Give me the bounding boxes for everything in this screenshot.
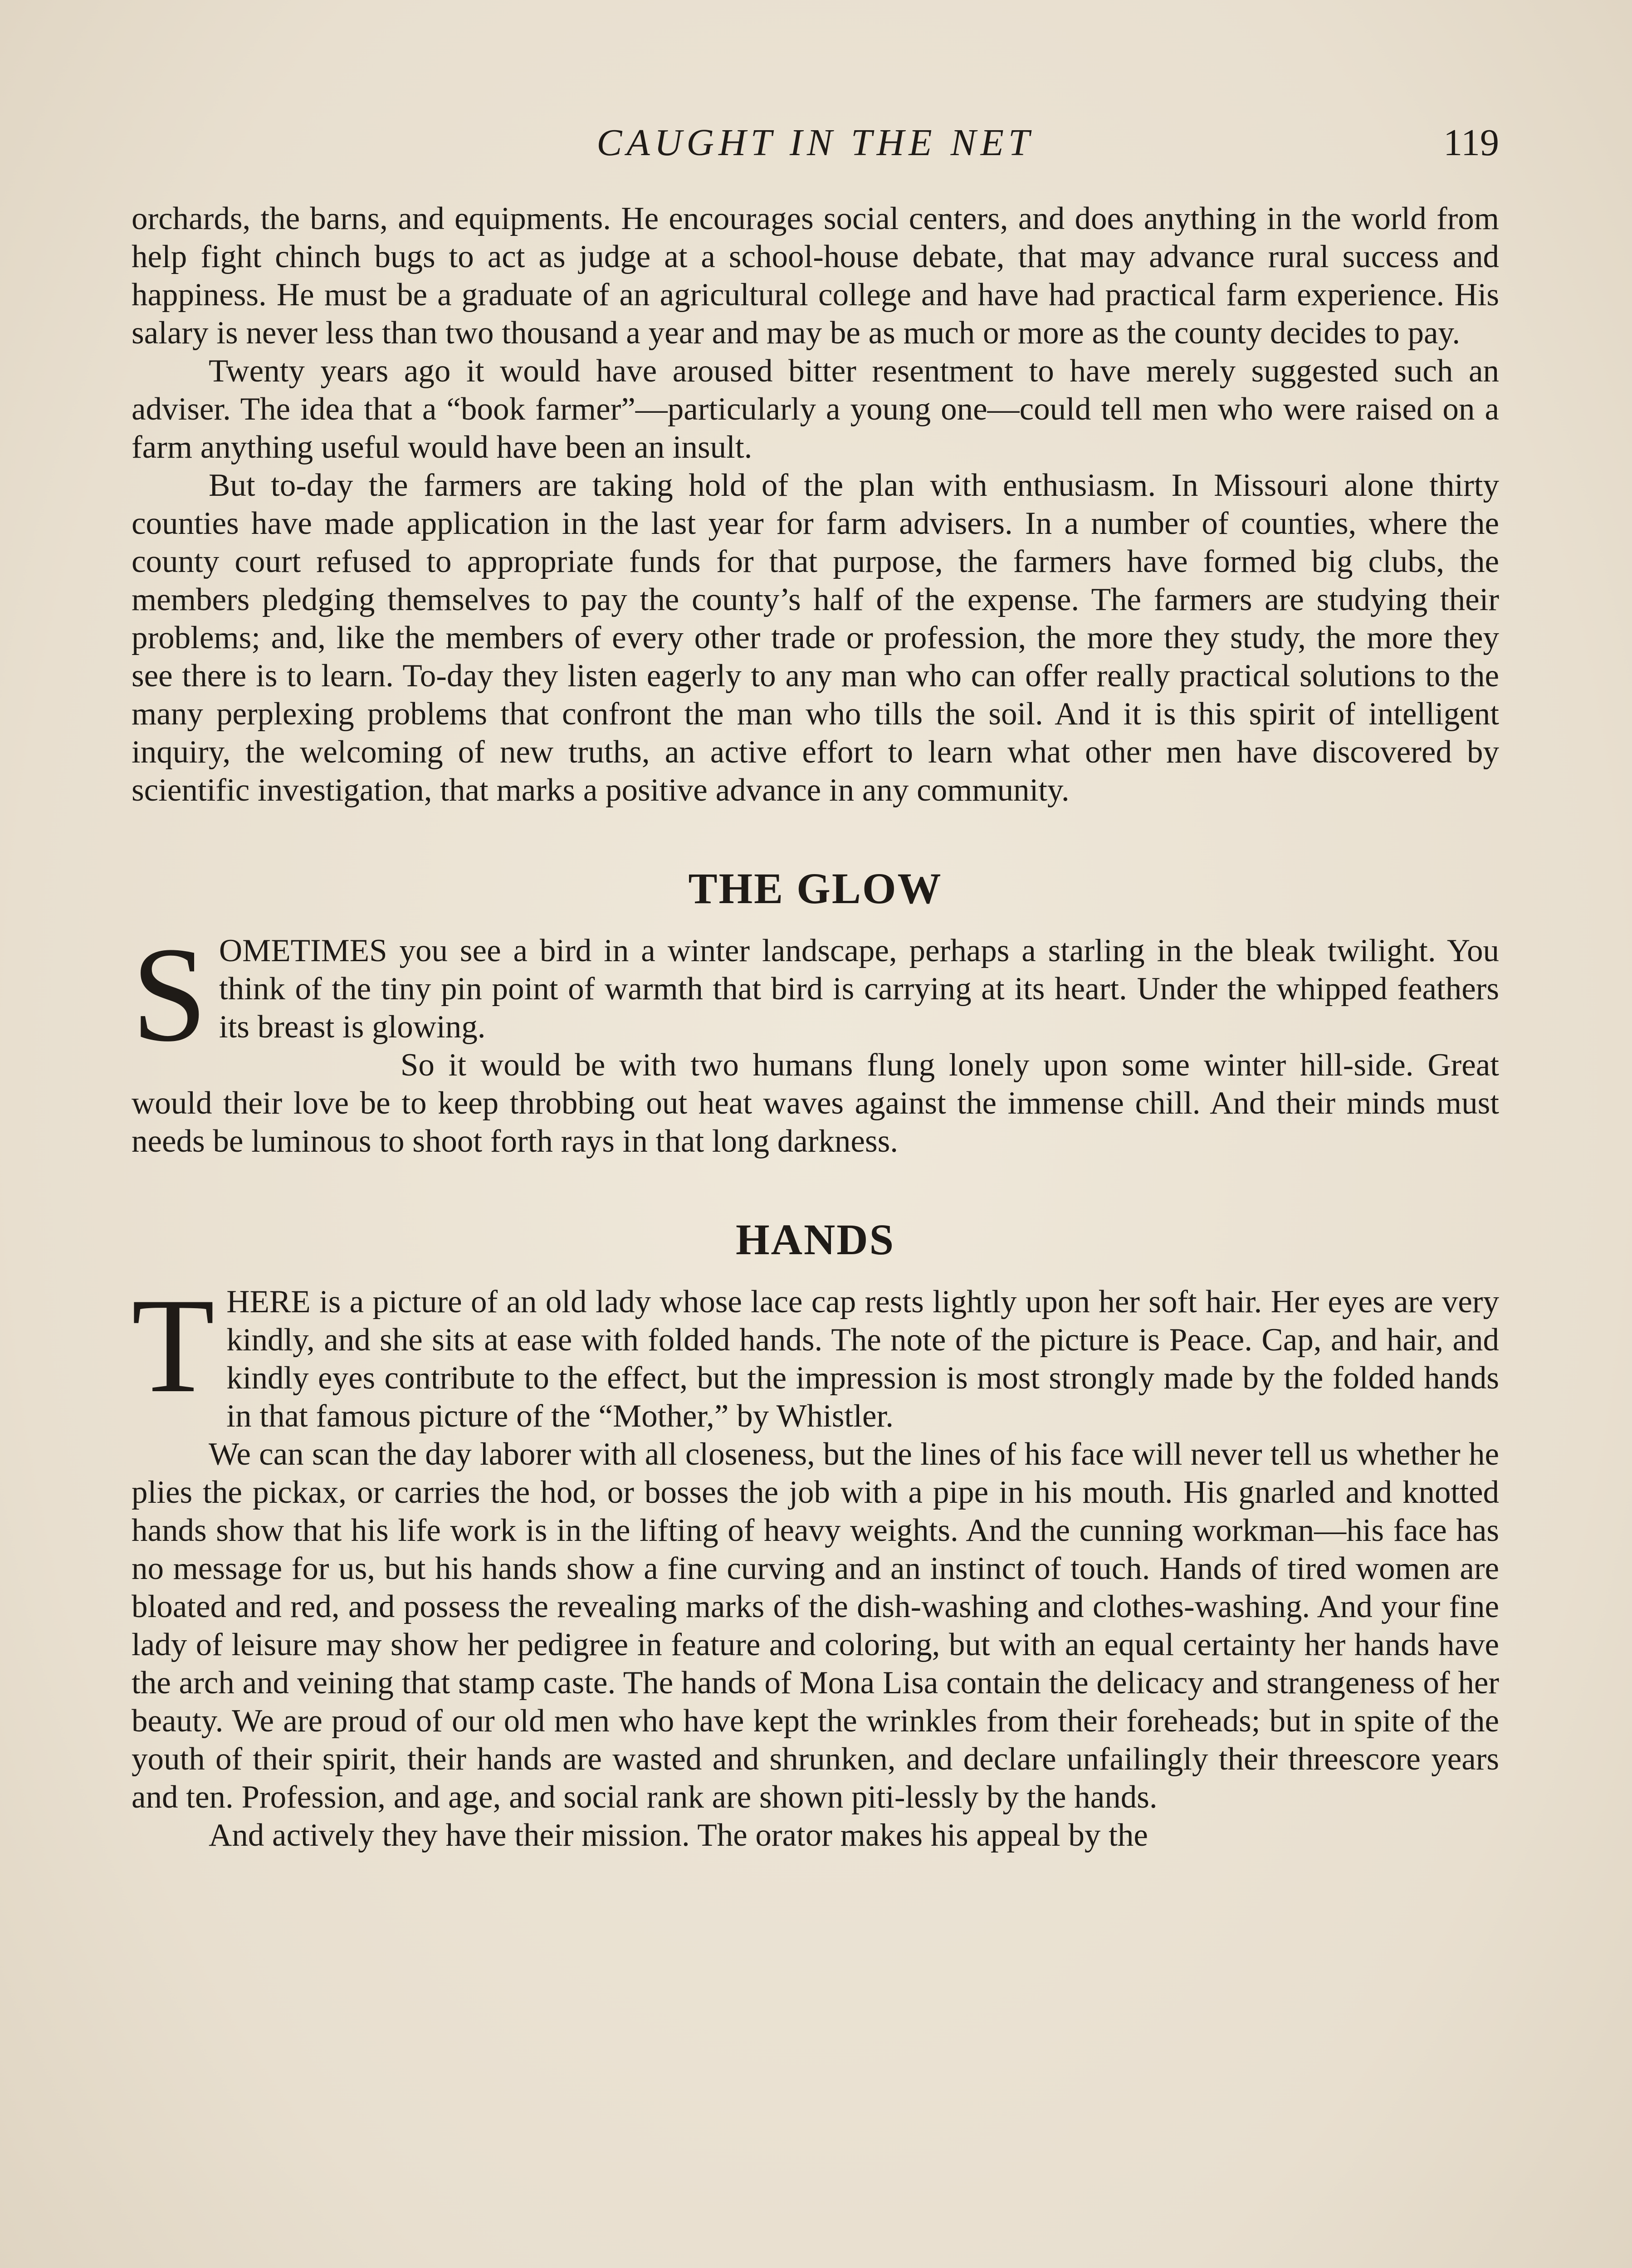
- running-head: CAUGHT IN THE NET: [596, 122, 1034, 164]
- hands-paragraph: We can scan the day laborer with all closeness, but the lines of his face will never tell us whether he plies the pickax, or carries the hod, or bosses the job with a pipe in his mouth. His gnarled and knotted hands show that his life work is in the lifting of heavy weights. And the cunning workman—his face has no message for us, but his hands show a fine curving and an instinct of touch. Hands of tired women are bloated and red, and possess the revealing marks of the dish-washing and clothes-washing. And your fine lady of leisure may show her pedigree in feature and coloring, but with an equal certainty her hands have the arch and veining that stamp caste. The hands of Mona Lisa contain the delicacy and strangeness of her beauty. We are proud of our old men who have kept the wrinkles from their foreheads; but in spite of the youth of their spirit, their hands are wasted and shrunken, and declare unfailingly their threescore years and ten. Profession, and age, and social rank are shown piti-lessly by the hands.: [132, 1437, 1499, 1815]
- page-header: [132, 116, 1499, 170]
- hands-paragraph: [132, 1270, 1499, 1435]
- page-number: 119: [1443, 122, 1499, 164]
- the-glow-section: [132, 864, 1499, 1160]
- page-content: [132, 200, 1499, 1854]
- hands-paragraph-text: HERE is a picture of an old lady whose lace cap rests lightly upon her soft hair. Her eyes are very kindly, and she sits at ease with folded hands. The note of the picture is Peace. Cap, and hair, and kindly eyes contribute to the effect, but the impression is most strongly made by the folded hands in that famous picture of the “Mother,” by Whistler.: [226, 1284, 1499, 1434]
- hands-paragraph: And actively they have their mission. The orator makes his appeal by the: [209, 1818, 1148, 1853]
- drop-cap-t: T: [132, 1270, 215, 1421]
- article-paragraph: orchards, the barns, and equipments. He encourages social centers, and does anything in the world from help fight chinch bugs to act as judge at a school-house debate, that may advance rural success and happiness. He must be a graduate of an agricultural college and have had practical farm experience. His salary is never less than two thousand a year and may be as much or more as the county decides to pay.: [132, 201, 1499, 351]
- article-paragraph: Twenty years ago it would have aroused bitter resentment to have merely suggested such an adviser. The idea that a “book farmer”—particularly a young one—could tell men who were raised on a farm anything useful would have been an insult.: [132, 353, 1499, 465]
- article-paragraph: But to-day the farmers are taking hold of the plan with enthusiasm. In Missouri alone thirty counties have made application in the last year for farm advisers. In a number of counties, where the county court refused to appropriate funds for that purpose, the farmers have formed big clubs, the members pledging themselves to pay the county’s half of the expense. The farmers are studying their problems; and, like the members of every other trade or profession, the more they study, the more they see there is to learn. To-day they listen eagerly to any man who can offer really practical solutions to the many perplexing problems that confront the man who tills the soil. And it is this spirit of intelligent inquiry, the welcoming of new truths, an active effort to learn what other men have discovered by scientific investigation, that marks a positive advance in any community.: [132, 468, 1499, 808]
- section-title-the-glow: THE GLOW: [688, 864, 943, 913]
- glow-paragraph: [132, 919, 1499, 1070]
- continued-article: [132, 200, 1499, 809]
- glow-paragraph: So it would be with two humans flung lonely upon some winter hill-side. Great would their love be to keep throbbing out heat waves against the immense chill. And their minds must needs be luminous to shoot forth rays in that long darkness.: [132, 1047, 1499, 1159]
- glow-paragraph-text: OMETIMES you see a bird in a winter landscape, perhaps a starling in the bleak twilight. You think of the tiny pin point of warmth that bird is carrying at its heart. Under the whipped feathers its breast is glowing.: [219, 933, 1499, 1045]
- hands-section: [132, 1215, 1499, 1854]
- section-title-hands: HANDS: [735, 1215, 895, 1264]
- drop-cap-s: S: [132, 919, 207, 1070]
